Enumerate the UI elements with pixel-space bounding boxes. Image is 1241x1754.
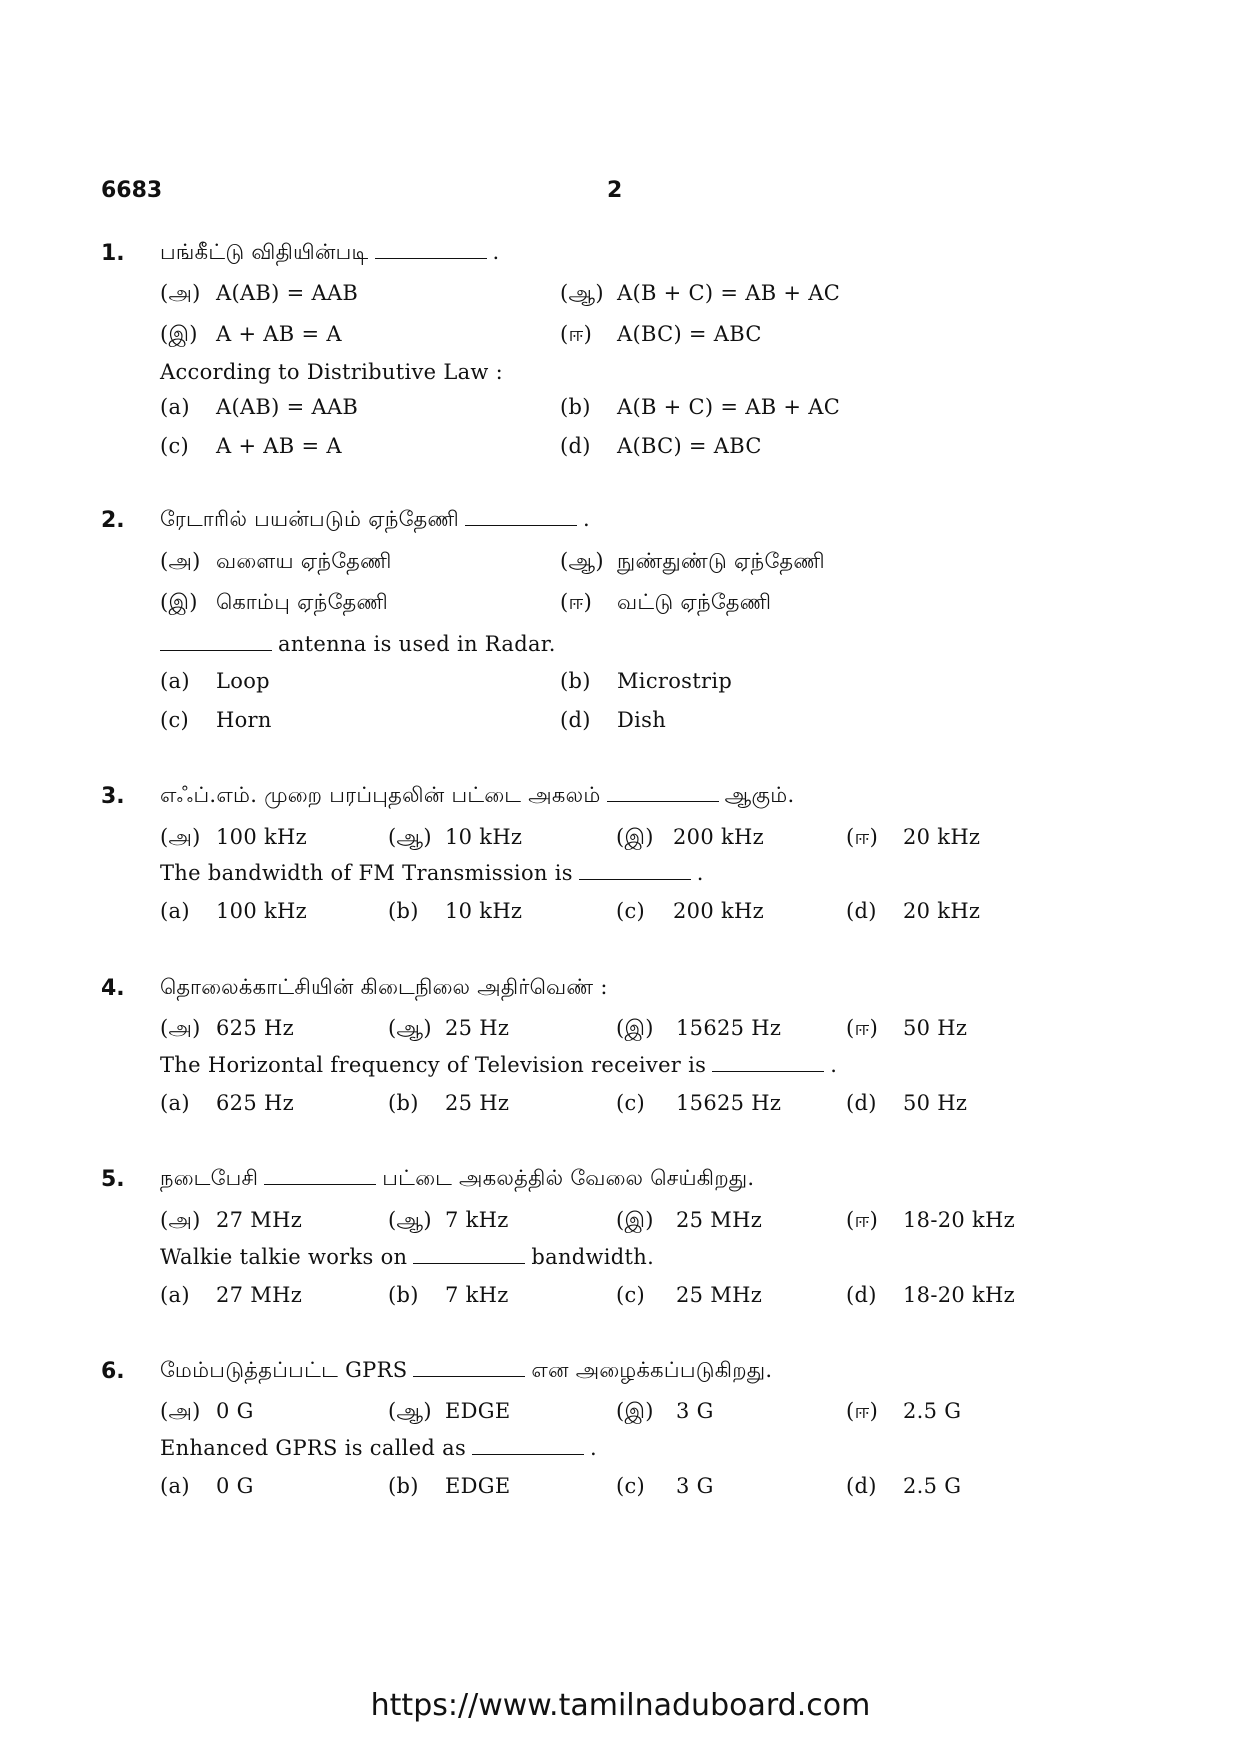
option-text: 7 kHz: [445, 1208, 509, 1232]
option-marker: (c): [616, 1283, 646, 1307]
option-marker: (அ): [160, 1208, 201, 1232]
option-marker: (d): [846, 1283, 877, 1307]
question-text-english: antenna is used in Radar.: [160, 632, 556, 656]
question-number: 2.: [101, 508, 125, 533]
question-number: 5.: [101, 1167, 125, 1192]
answer-blank: [375, 240, 487, 259]
question-text-tamil: மேம்படுத்தப்பட்ட GPRS என அழைக்கப்படுகிறது.: [160, 1358, 773, 1382]
option-text: 50 Hz: [903, 1091, 968, 1115]
option-text: 27 MHz: [216, 1208, 303, 1232]
option-marker: (c): [616, 899, 646, 923]
option-text: 18-20 kHz: [903, 1208, 1016, 1232]
option-text: வட்டு ஏந்தேணி: [617, 590, 772, 614]
option-text: Dish: [617, 708, 667, 732]
option-marker: (c): [160, 434, 190, 458]
option-marker: (d): [846, 1091, 877, 1115]
question-text-english: Enhanced GPRS is called as .: [160, 1436, 598, 1460]
option-text: 15625 Hz: [676, 1091, 782, 1115]
option-text: 3 G: [676, 1399, 714, 1423]
option-marker: (b): [560, 669, 591, 693]
option-text: 100 kHz: [216, 899, 307, 923]
answer-blank: [579, 861, 691, 880]
question-text-english: The bandwidth of FM Transmission is .: [160, 861, 704, 885]
answer-blank: [712, 1053, 824, 1072]
option-text: Horn: [216, 708, 272, 732]
option-text: 25 Hz: [445, 1016, 510, 1040]
option-marker: (இ): [160, 322, 198, 346]
question-text-english: Walkie talkie works on bandwidth.: [160, 1245, 655, 1269]
option-marker: (ஈ): [846, 1208, 879, 1232]
option-marker: (ஈ): [560, 322, 593, 346]
option-text: EDGE: [445, 1474, 511, 1498]
footer-url: https://www.tamilnaduboard.com: [370, 1688, 871, 1723]
question-number: 1.: [101, 241, 125, 266]
option-text: 7 kHz: [445, 1283, 509, 1307]
option-marker: (d): [560, 708, 591, 732]
option-text: நுண்துண்டு ஏந்தேணி: [617, 549, 825, 573]
question-number: 3.: [101, 784, 125, 809]
option-text: 625 Hz: [216, 1091, 294, 1115]
option-marker: (c): [616, 1091, 646, 1115]
option-marker: (ஈ): [846, 1016, 879, 1040]
option-text: A(AB) = AAB: [216, 395, 359, 419]
option-marker: (அ): [160, 1399, 201, 1423]
option-text: 25 MHz: [676, 1283, 763, 1307]
option-marker: (அ): [160, 549, 201, 573]
option-text: Microstrip: [617, 669, 733, 693]
option-text: 15625 Hz: [676, 1016, 782, 1040]
answer-blank: [413, 1245, 525, 1264]
answer-blank: [413, 1358, 525, 1377]
option-marker: (c): [160, 708, 190, 732]
option-text: A(AB) = AAB: [216, 281, 359, 305]
option-marker: (d): [846, 1474, 877, 1498]
option-text: 0 G: [216, 1474, 254, 1498]
option-text: 2.5 G: [903, 1474, 962, 1498]
option-marker: (ஆ): [560, 549, 604, 573]
option-marker: (b): [388, 1091, 419, 1115]
question-text-english: According to Distributive Law :: [160, 360, 504, 384]
option-marker: (a): [160, 1474, 190, 1498]
question-text-tamil: பங்கீட்டு விதியின்படி .: [160, 240, 500, 264]
option-marker: (c): [616, 1474, 646, 1498]
option-text: 50 Hz: [903, 1016, 968, 1040]
option-text: கொம்பு ஏந்தேணி: [216, 590, 388, 614]
option-marker: (b): [388, 899, 419, 923]
option-marker: (இ): [160, 590, 198, 614]
question-text-tamil: ரேடாரில் பயன்படும் ஏந்தேணி .: [160, 507, 591, 531]
option-marker: (d): [560, 434, 591, 458]
option-text: 2.5 G: [903, 1399, 962, 1423]
answer-blank: [465, 507, 577, 526]
option-text: 25 MHz: [676, 1208, 763, 1232]
option-text: A(B + C) = AB + AC: [617, 281, 841, 305]
option-marker: (b): [560, 395, 591, 419]
option-marker: (ஆ): [388, 1016, 432, 1040]
answer-blank: [472, 1436, 584, 1455]
question-number: 6.: [101, 1359, 125, 1384]
option-marker: (இ): [616, 1016, 654, 1040]
option-text: EDGE: [445, 1399, 511, 1423]
option-marker: (a): [160, 1283, 190, 1307]
option-text: 10 kHz: [445, 899, 523, 923]
option-text: 200 kHz: [673, 825, 764, 849]
option-marker: (ஈ): [560, 590, 593, 614]
option-marker: (ஆ): [388, 1208, 432, 1232]
option-marker: (ஆ): [560, 281, 604, 305]
page-number: 2: [607, 178, 623, 203]
answer-blank: [607, 783, 719, 802]
option-marker: (அ): [160, 825, 201, 849]
option-text: 100 kHz: [216, 825, 307, 849]
option-marker: (ஈ): [846, 825, 879, 849]
answer-blank: [160, 632, 272, 651]
option-marker: (ஈ): [846, 1399, 879, 1423]
option-text: 20 kHz: [903, 825, 981, 849]
option-marker: (அ): [160, 281, 201, 305]
option-marker: (இ): [616, 1399, 654, 1423]
option-text: 27 MHz: [216, 1283, 303, 1307]
option-text: A(BC) = ABC: [617, 434, 762, 458]
question-number: 4.: [101, 976, 125, 1001]
option-text: வளைய ஏந்தேணி: [216, 549, 392, 573]
question-text-tamil: தொலைக்காட்சியின் கிடைநிலை அதிர்வெண் :: [160, 975, 608, 999]
paper-code: 6683: [101, 178, 163, 203]
option-text: 200 kHz: [673, 899, 764, 923]
option-marker: (a): [160, 1091, 190, 1115]
option-marker: (இ): [616, 825, 654, 849]
option-text: 18-20 kHz: [903, 1283, 1016, 1307]
question-text-tamil: எஃப்.எம். முறை பரப்புதலின் பட்டை அகலம் ஆகும்.: [160, 783, 795, 807]
option-text: A(B + C) = AB + AC: [617, 395, 841, 419]
option-text: 625 Hz: [216, 1016, 294, 1040]
option-text: 20 kHz: [903, 899, 981, 923]
option-text: 10 kHz: [445, 825, 523, 849]
option-text: A(BC) = ABC: [617, 322, 762, 346]
answer-blank: [264, 1166, 376, 1185]
option-marker: (ஆ): [388, 1399, 432, 1423]
option-marker: (a): [160, 669, 190, 693]
option-text: A + AB = A: [216, 434, 342, 458]
option-marker: (a): [160, 899, 190, 923]
option-marker: (ஆ): [388, 825, 432, 849]
option-marker: (d): [846, 899, 877, 923]
option-marker: (b): [388, 1283, 419, 1307]
option-marker: (இ): [616, 1208, 654, 1232]
question-text-english: The Horizontal frequency of Television receiver is .: [160, 1053, 838, 1077]
option-text: A + AB = A: [216, 322, 342, 346]
option-text: 25 Hz: [445, 1091, 510, 1115]
option-marker: (a): [160, 395, 190, 419]
option-text: 0 G: [216, 1399, 254, 1423]
option-text: 3 G: [676, 1474, 714, 1498]
option-text: Loop: [216, 669, 270, 693]
option-marker: (b): [388, 1474, 419, 1498]
option-marker: (அ): [160, 1016, 201, 1040]
question-text-tamil: நடைபேசி பட்டை அகலத்தில் வேலை செய்கிறது.: [160, 1166, 755, 1190]
